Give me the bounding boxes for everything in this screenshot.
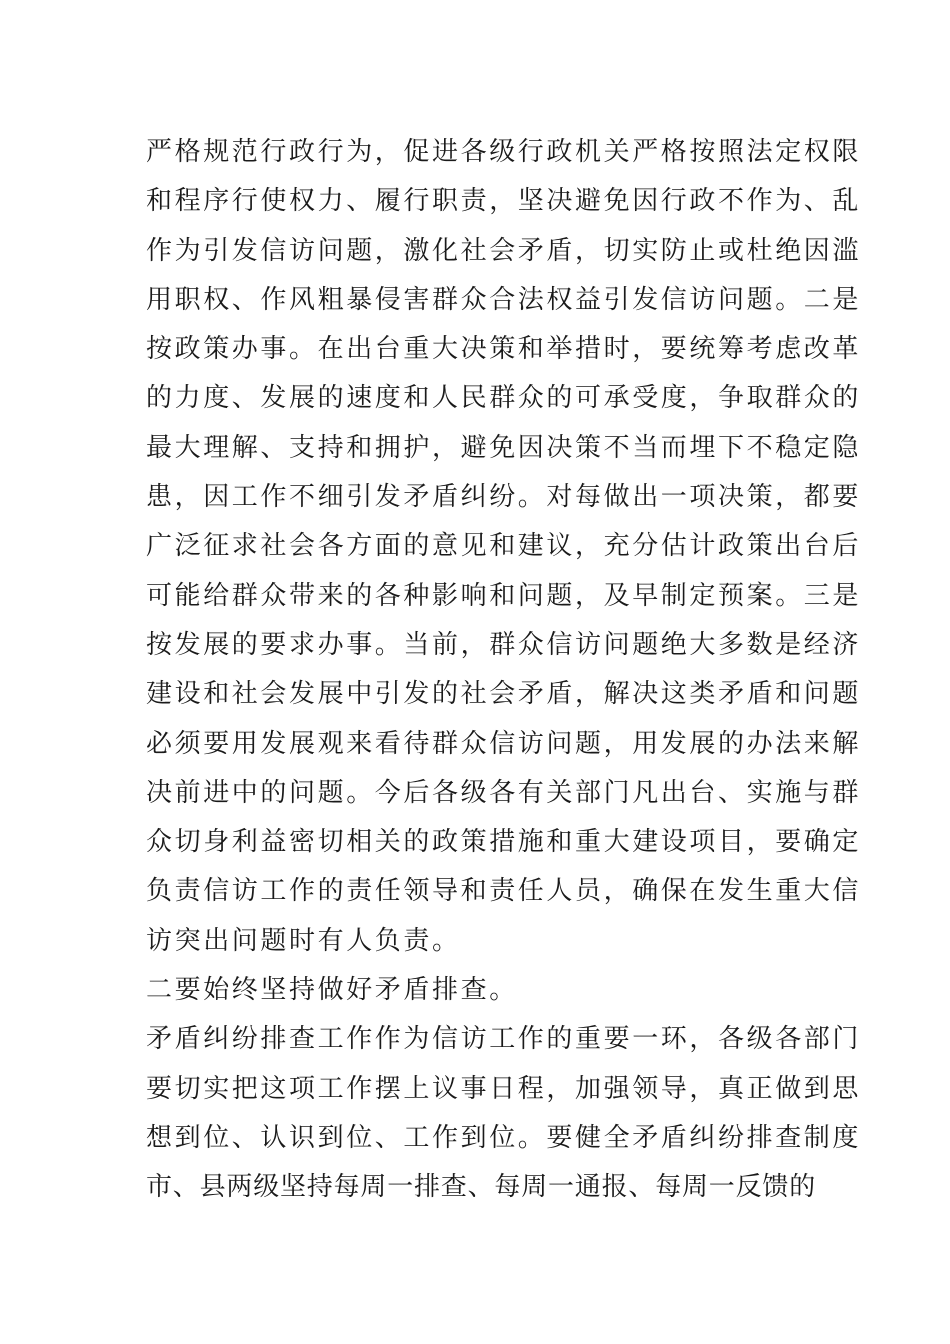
text-line: 必须要用发展观来看待群众信访问题，用发展的办法来解 [146, 728, 862, 759]
body-text [146, 128, 862, 1213]
text-line: 众切身利益密切相关的政策措施和重大建设项目，要确定 [146, 827, 862, 858]
text-line: 可能给群众带来的各种影响和问题，及早制定预案。三是 [146, 580, 862, 611]
text-line: 的力度、发展的速度和人民群众的可承受度，争取群众的 [146, 383, 862, 414]
text-line: 建设和社会发展中引发的社会矛盾，解决这类矛盾和问题 [146, 679, 862, 710]
text-line: 负责信访工作的责任领导和责任人员，确保在发生重大信 [146, 876, 862, 907]
text-line: 按发展的要求办事。当前，群众信访问题绝大多数是经济 [146, 629, 862, 660]
text-line: 按政策办事。在出台重大决策和举措时，要统筹考虑改革 [146, 334, 862, 365]
section-heading: 二要始终坚持做好矛盾排查。 [146, 975, 518, 1006]
text-line: 最大理解、支持和拥护，避免因决策不当而埋下不稳定隐 [146, 432, 862, 463]
text-line: 访突出问题时有人负责。 [146, 925, 461, 956]
text-line: 用职权、作风粗暴侵害群众合法权益引发信访问题。二是 [146, 284, 862, 315]
text-line: 和程序行使权力、履行职责，坚决避免因行政不作为、乱 [146, 186, 862, 217]
text-line: 广泛征求社会各方面的意见和建议，充分估计政策出台后 [146, 531, 862, 562]
text-line: 矛盾纠纷排查工作作为信访工作的重要一环，各级各部门 [146, 1024, 862, 1055]
text-line: 作为引发信访问题，激化社会矛盾，切实防止或杜绝因滥 [146, 235, 862, 266]
text-line: 患，因工作不细引发矛盾纠纷。对每做出一项决策，都要 [146, 482, 862, 513]
text-line: 市、县两级坚持每周一排查、每周一通报、每周一反馈的 [146, 1172, 817, 1203]
text-line: 严格规范行政行为，促进各级行政机关严格按照法定权限 [146, 137, 862, 167]
text-line: 想到位、认识到位、工作到位。要健全矛盾纠纷排查制度 [146, 1122, 862, 1153]
text-line: 要切实把这项工作摆上议事日程，加强领导，真正做到思 [146, 1073, 862, 1104]
text-line: 决前进中的问题。今后各级各有关部门凡出台、实施与群 [146, 777, 862, 808]
